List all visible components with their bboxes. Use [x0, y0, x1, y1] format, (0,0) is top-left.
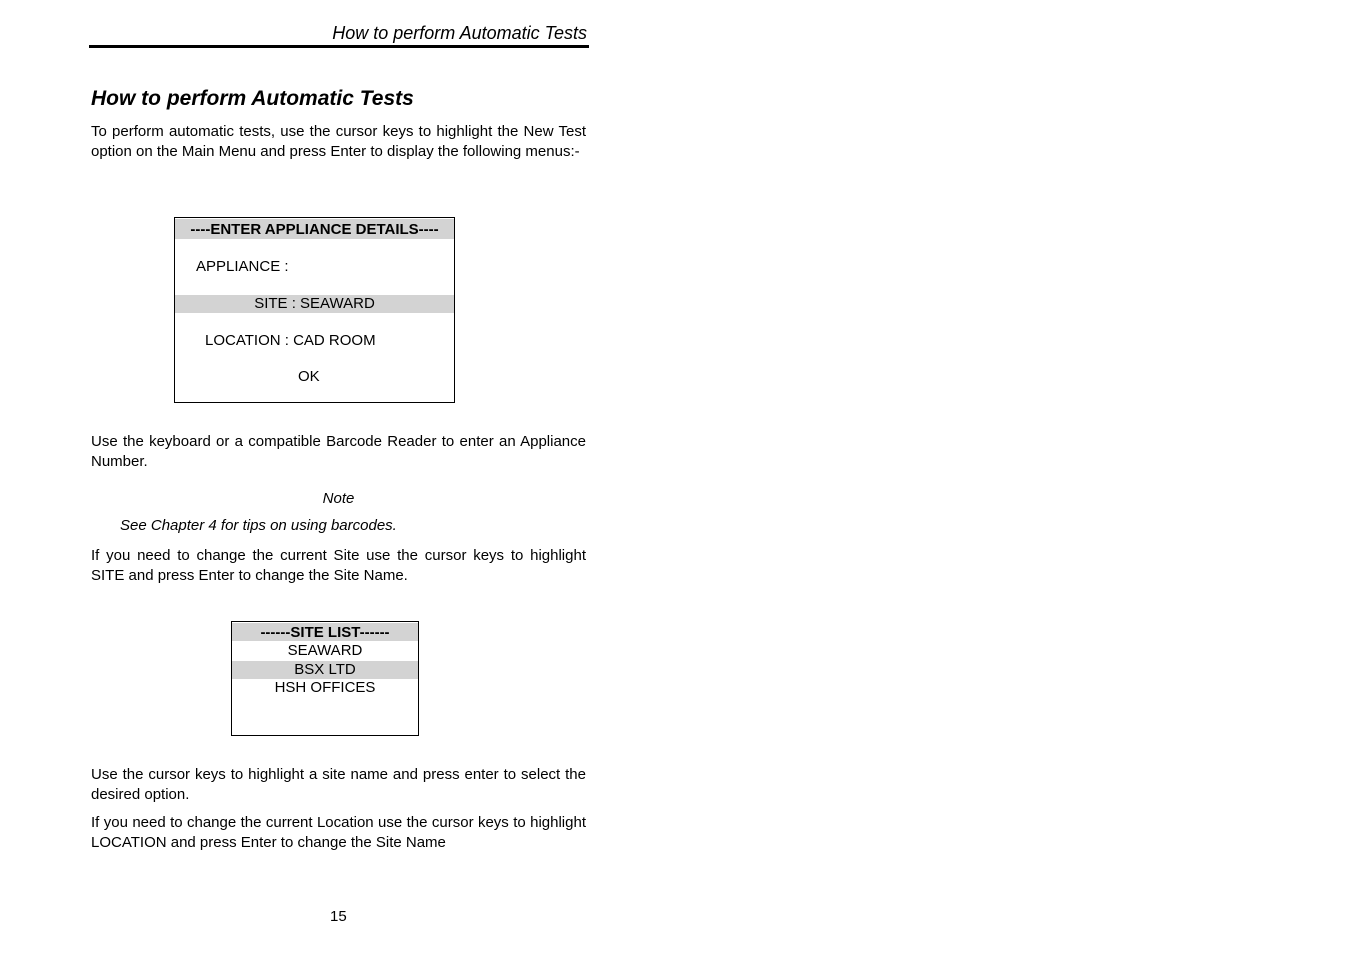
note-title: Note: [322, 490, 355, 507]
note-text: See Chapter 4 for tips on using barcodes.: [120, 517, 397, 534]
section-title: How to perform Automatic Tests: [91, 87, 414, 110]
page-number: 15: [330, 908, 347, 925]
site-field[interactable]: SITE : SEAWARD: [175, 295, 454, 313]
header-rule: [89, 45, 589, 48]
site-list-screen: [231, 621, 419, 736]
intro-paragraph: To perform automatic tests, use the cursor keys to highlight the New Test option on the Main Menu and press Enter to display the following menus:-: [91, 123, 586, 160]
appliance-details-screen: [174, 217, 455, 403]
ok-button[interactable]: OK: [298, 368, 320, 385]
barcode-paragraph: Use the keyboard or a compatible Barcode Reader to enter an Appliance Number.: [91, 433, 586, 470]
site-list-item-bsx-ltd[interactable]: BSX LTD: [232, 661, 418, 679]
appliance-screen-header: ----ENTER APPLIANCE DETAILS----: [175, 219, 454, 239]
appliance-field[interactable]: APPLIANCE :: [196, 258, 289, 275]
change-location-paragraph: If you need to change the current Location use the cursor keys to highlight LOCATION and press Enter to change the Site Name: [91, 814, 586, 851]
change-site-paragraph: If you need to change the current Site use the cursor keys to highlight SITE and press Enter to change the Site Name.: [91, 547, 586, 584]
site-list-item-hsh-offices[interactable]: HSH OFFICES: [274, 679, 376, 696]
running-header: How to perform Automatic Tests: [332, 23, 587, 43]
location-field[interactable]: LOCATION : CAD ROOM: [205, 332, 376, 349]
select-site-paragraph: Use the cursor keys to highlight a site name and press enter to select the desired option.: [91, 766, 586, 803]
site-list-header: ------SITE LIST------: [232, 623, 418, 641]
site-list-item-seaward[interactable]: SEAWARD: [287, 642, 363, 659]
